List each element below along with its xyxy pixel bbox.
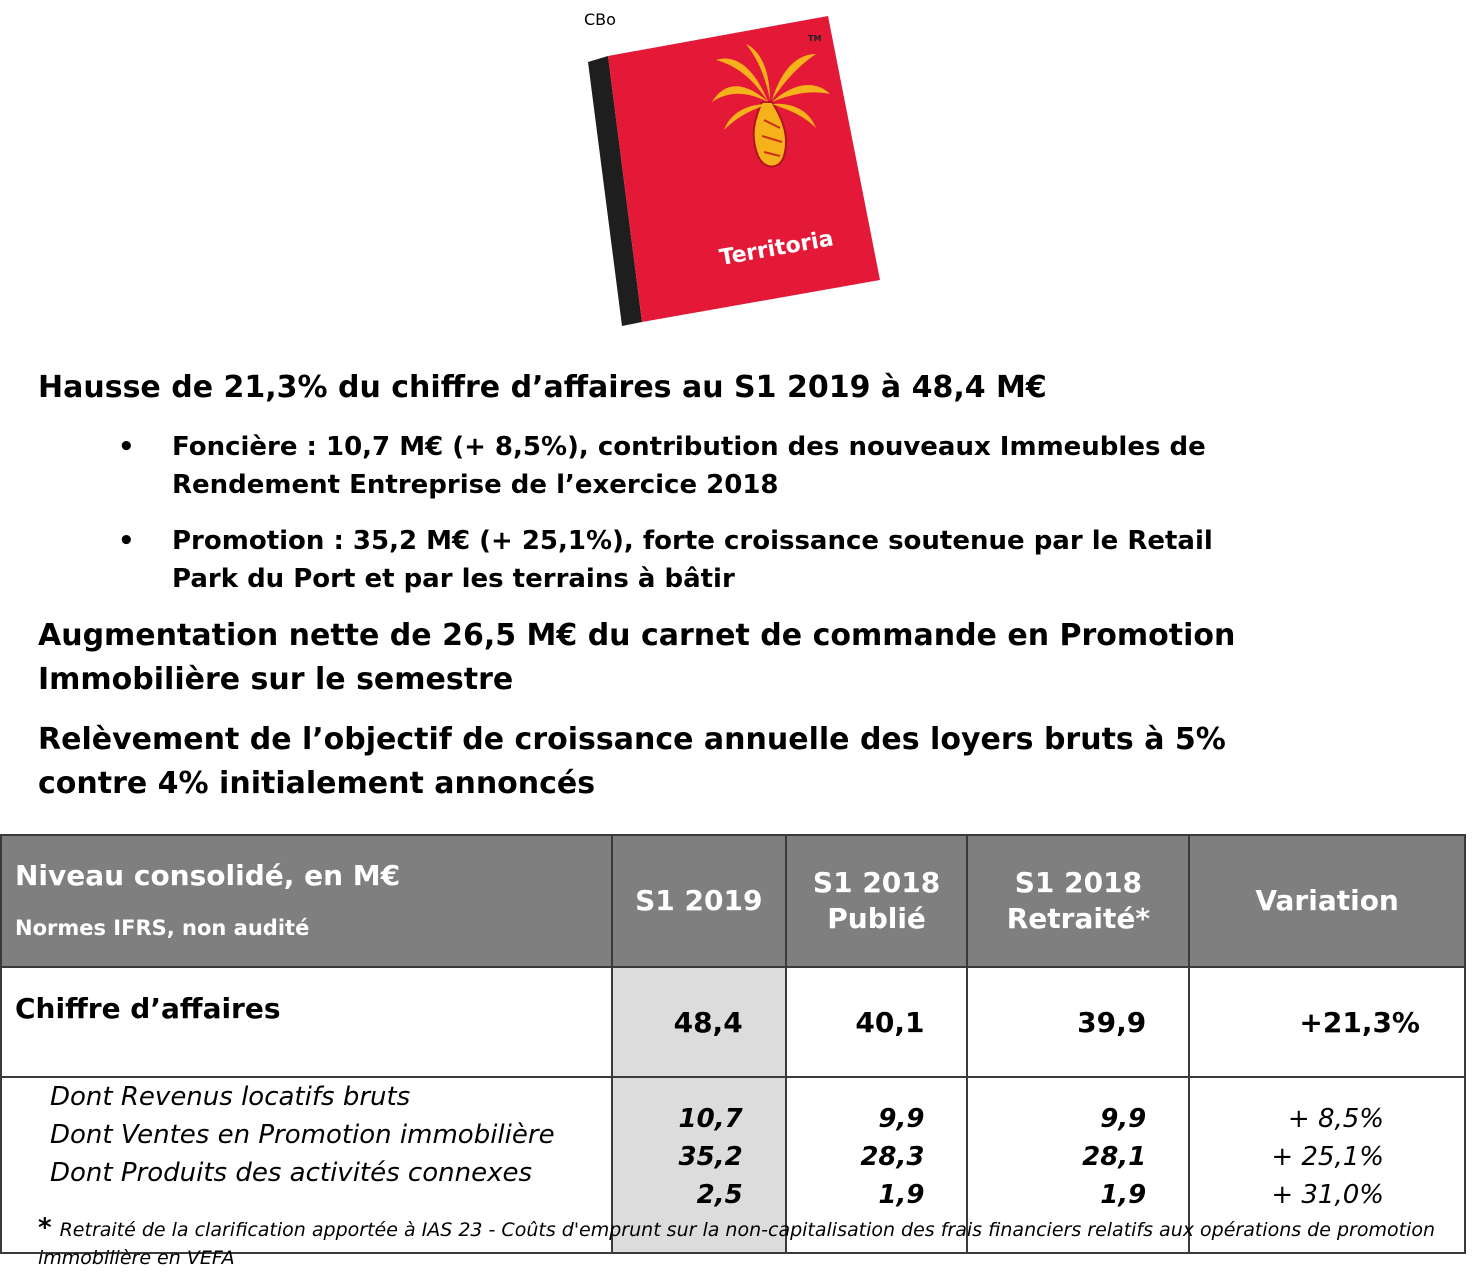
detail-value: 2,5 (696, 1180, 743, 1210)
header-line: S1 2018 (812, 866, 941, 899)
detail-variation: + 25,1% (1271, 1142, 1384, 1172)
header-title: Niveau consolidé, en M€ (15, 859, 401, 892)
bullet-line: Promotion : 35,2 M€ (+ 25,1%), forte croissance soutenue par le Retail (172, 526, 1213, 556)
headline-line: contre 4% initialement annoncés (38, 766, 596, 801)
headline-carnet (38, 614, 1235, 702)
bullet-line: Park du Port et par les terrains à bâtir (172, 564, 735, 594)
detail-value: 28,3 (860, 1142, 925, 1172)
detail-value: 10,7 (678, 1104, 743, 1134)
header-line: S1 2018 (1014, 866, 1143, 899)
table-header-row (1, 835, 1465, 967)
header-s1-2018-publie (786, 835, 968, 967)
total-s1-2018-retraite: 39,9 (967, 967, 1189, 1077)
header-subtitle: Normes IFRS, non audité (15, 916, 310, 940)
bullet-promotion (112, 522, 1412, 598)
detail-variation: + 31,0% (1271, 1180, 1384, 1210)
revenue-table (0, 834, 1466, 1254)
detail-label: Dont Produits des activités connexes (50, 1158, 533, 1188)
headline-line: Immobilière sur le semestre (38, 662, 514, 697)
headline-line: Relèvement de l’objectif de croissance annuelle des loyers bruts à 5% (38, 722, 1226, 757)
header-variation: Variation (1189, 835, 1465, 967)
trademark-mark: TM (808, 34, 822, 43)
detail-value: 35,2 (678, 1142, 743, 1172)
bullet-dot-icon: • (118, 526, 135, 556)
detail-value: 9,9 (1100, 1104, 1147, 1134)
footnote-star: * (38, 1213, 52, 1243)
table-row-total (1, 967, 1465, 1077)
logo-graphic (584, 10, 904, 326)
header-line: Publié (827, 902, 926, 935)
detail-variation: + 8,5% (1287, 1104, 1384, 1134)
total-variation: +21,3% (1189, 967, 1465, 1077)
footnote-text: Retraité de la clarification apportée à IAS 23 - Coûts d'emprunt sur la non-capitalisation des frais financiers relatifs aux opérations de promotion immobilière en VEFA (38, 1219, 1435, 1269)
total-s1-2018-publie: 40,1 (786, 967, 968, 1077)
bullet-line: Rendement Entreprise de l’exercice 2018 (172, 470, 779, 500)
headline-revenue: Hausse de 21,3% du chiffre d’affaires au S1 2019 à 48,4 M€ (38, 370, 1047, 405)
total-s1-2019: 48,4 (612, 967, 786, 1077)
headline-line: Augmentation nette de 26,5 M€ du carnet de commande en Promotion (38, 618, 1236, 653)
header-s1-2018-retraite (967, 835, 1189, 967)
detail-value: 1,9 (1100, 1180, 1147, 1210)
bullet-line: Foncière : 10,7 M€ (+ 8,5%), contribution des nouveaux Immeubles de (172, 432, 1206, 462)
detail-value: 1,9 (878, 1180, 925, 1210)
detail-value: 28,1 (1082, 1142, 1147, 1172)
logo-subtitle: Territoria (717, 226, 836, 271)
company-logo (584, 10, 904, 326)
detail-label: Dont Ventes en Promotion immobilière (50, 1120, 555, 1150)
header-line: Retraité* (1006, 902, 1150, 935)
footnote (38, 1214, 1458, 1272)
headline-loyers (38, 718, 1226, 806)
bullet-list (112, 428, 1412, 616)
detail-label: Dont Revenus locatifs bruts (50, 1082, 411, 1112)
bullet-dot-icon: • (118, 432, 135, 462)
detail-value: 9,9 (878, 1104, 925, 1134)
logo-brand-text: CBo (584, 10, 616, 29)
header-s1-2019: S1 2019 (612, 835, 786, 967)
total-label: Chiffre d’affaires (1, 967, 612, 1077)
bullet-fonciere (112, 428, 1412, 504)
table-header-label (1, 835, 612, 967)
